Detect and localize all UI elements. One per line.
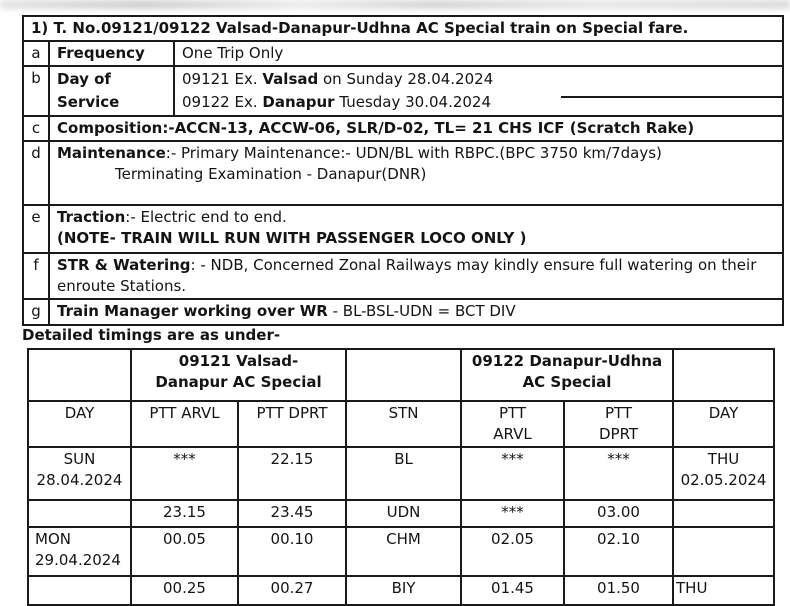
table-row — [28, 527, 774, 576]
train-manager-cell — [49, 299, 783, 325]
timing-cell: 00.27 — [238, 576, 346, 605]
traction-rest: :- Electric end to end. — [125, 208, 287, 226]
col-header-ptt-arvl-right — [461, 401, 564, 447]
day-name: MON — [35, 530, 71, 548]
train2-day-line — [182, 91, 775, 114]
empty-header-cell — [673, 349, 774, 401]
day-name: THU — [707, 450, 740, 468]
train1-header-line2: Danapur AC Special — [155, 373, 322, 391]
timing-cell: 00.25 — [131, 576, 238, 605]
maintenance-line1 — [57, 143, 775, 164]
traction-line1 — [57, 207, 775, 228]
row-letter: b — [23, 66, 49, 116]
train1-station: Valsad — [262, 70, 319, 88]
maintenance-rest: :- Primary Maintenance:- UDN/BL with RBPC.(BPC 3750 km/7days) — [165, 144, 662, 162]
maintenance-line2: Terminating Examination - Danapur(DNR) — [115, 165, 427, 183]
timing-cell: 23.15 — [131, 500, 238, 527]
timing-cell: *** — [461, 447, 564, 500]
timing-cell: 00.05 — [131, 527, 238, 576]
composition-text: Composition:-ACCN-13, ACCW-06, SLR/D-02, TL= 21 CHS ICF (Scratch Rake) — [49, 116, 783, 141]
label-line: Day of — [57, 70, 111, 88]
str-watering-line1 — [57, 255, 775, 276]
timing-cell: 01.45 — [461, 576, 564, 605]
train2-station: Danapur — [262, 93, 335, 111]
train2-prefix: 09122 Ex. — [182, 93, 263, 111]
day-name: SUN — [63, 450, 96, 468]
train-manager-rest: - BL-BSL-UDN = BCT DIV — [327, 302, 516, 320]
train1-header — [131, 349, 346, 401]
timing-cell: *** — [564, 447, 673, 500]
table-row — [28, 349, 774, 401]
frequency-value: One Trip Only — [174, 41, 783, 66]
train-title: 1) T. No.09121/09122 Valsad-Danapur-Udhna AC Special train on Special fare. — [23, 16, 783, 41]
day-cell-left — [28, 576, 131, 605]
table-row — [23, 253, 783, 299]
col-header-day-right: DAY — [673, 401, 774, 447]
frequency-label: Frequency — [49, 41, 174, 66]
partial-divider-line — [561, 96, 783, 98]
row-letter: e — [23, 205, 49, 253]
timing-cell: 02.10 — [564, 527, 673, 576]
row-letter: c — [23, 116, 49, 141]
timing-cell: 02.05 — [461, 527, 564, 576]
traction-note-line: (NOTE- TRAIN WILL RUN WITH PASSENGER LOCO ONLY ) — [57, 229, 527, 247]
train-manager-label: Train Manager working over WR — [57, 302, 328, 320]
maintenance-label: Maintenance — [57, 144, 166, 162]
table-row — [28, 401, 774, 447]
table-row — [28, 447, 774, 500]
train1-header-line1: 09121 Valsad- — [178, 352, 299, 370]
header-line: DPRT — [598, 425, 639, 443]
table-row — [23, 41, 783, 66]
day-cell-right: THU — [673, 576, 774, 605]
str-watering-line2: enroute Stations. — [57, 277, 187, 295]
station-cell: BIY — [346, 576, 461, 605]
day-date: 29.04.2024 — [35, 551, 121, 569]
table-row — [28, 500, 774, 527]
row-letter: d — [23, 141, 49, 205]
col-header-day-left: DAY — [28, 401, 131, 447]
col-header-ptt-dprt-right — [564, 401, 673, 447]
train1-suffix: on Sunday 28.04.2024 — [318, 70, 494, 88]
day-cell-left — [28, 500, 131, 527]
station-cell: UDN — [346, 500, 461, 527]
header-line: PTT — [604, 404, 633, 422]
train1-prefix: 09121 Ex. — [182, 70, 263, 88]
timing-cell: *** — [461, 500, 564, 527]
col-header-ptt-dprt-left: PTT DPRT — [238, 401, 346, 447]
day-cell-right — [673, 500, 774, 527]
day-date: 28.04.2024 — [36, 471, 123, 489]
header-line: ARVL — [493, 425, 532, 443]
day-of-service-label — [49, 66, 174, 116]
traction-label: Traction — [57, 208, 126, 226]
timing-cell: *** — [131, 447, 238, 500]
row-letter: f — [23, 253, 49, 299]
str-watering-rest: : - NDB, Concerned Zonal Railways may kindly ensure full watering on their — [190, 256, 757, 274]
day-cell-left — [28, 447, 131, 500]
train1-day-line — [182, 68, 775, 91]
row-letter: a — [23, 41, 49, 66]
table-row — [23, 16, 783, 41]
header-line: PTT — [498, 404, 527, 422]
table-row — [23, 299, 783, 325]
timing-cell: 22.15 — [238, 447, 346, 500]
timings-heading: Detailed timings are as under- — [22, 326, 281, 344]
train2-suffix: Tuesday 30.04.2024 — [334, 93, 492, 111]
timing-cell: 00.10 — [238, 527, 346, 576]
str-watering-cell — [49, 253, 783, 299]
table-row — [23, 116, 783, 141]
day-cell-right — [673, 447, 774, 500]
empty-header-cell — [28, 349, 131, 401]
train2-header — [461, 349, 673, 401]
day-cell-left — [28, 527, 131, 576]
train2-header-line2: AC Special — [522, 373, 612, 391]
table-row — [23, 141, 783, 205]
day-date: 02.05.2024 — [680, 471, 767, 489]
station-cell: BL — [346, 447, 461, 500]
maintenance-cell — [49, 141, 783, 205]
timing-cell: 23.45 — [238, 500, 346, 527]
empty-header-cell — [346, 349, 461, 401]
table-row — [23, 205, 783, 253]
scan-artifact-band — [0, 0, 790, 9]
day-of-service-value — [174, 66, 783, 116]
train-info-table — [22, 15, 784, 326]
label-line: Service — [57, 93, 120, 111]
train2-header-line1: 09122 Danapur-Udhna — [471, 352, 663, 370]
timing-cell: 03.00 — [564, 500, 673, 527]
table-row — [23, 66, 783, 116]
col-header-stn: STN — [346, 401, 461, 447]
row-letter: g — [23, 299, 49, 325]
col-header-ptt-arvl-left: PTT ARVL — [131, 401, 238, 447]
timing-cell: 01.50 — [564, 576, 673, 605]
str-watering-label: STR & Watering — [57, 256, 191, 274]
table-row — [28, 576, 774, 605]
traction-cell — [49, 205, 783, 253]
station-cell: CHM — [346, 527, 461, 576]
timings-table — [27, 348, 775, 606]
day-cell-right — [673, 527, 774, 576]
